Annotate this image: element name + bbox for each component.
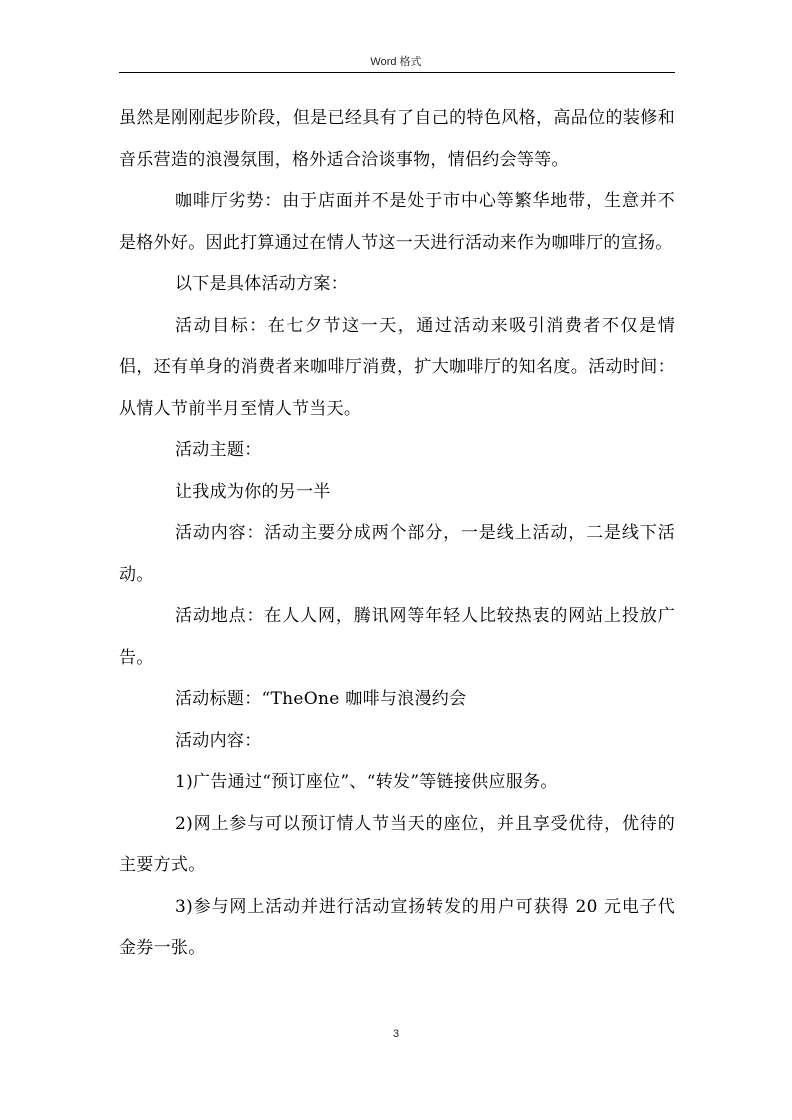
paragraph: 虽然是刚刚起步阶段，但是已经具有了自己的特色风格，高品位的装修和音乐营造的浪漫氛围，格外适合洽谈事物，情侣约会等等。 (119, 108, 675, 170)
paragraph: 3)参与网上活动并进行活动宣扬转发的用户可获得 20 元电子代金券一张。 (119, 896, 675, 958)
paragraph: 2)网上参与可以预订情人节当天的座位，并且享受优待，优待的主要方式。 (119, 813, 675, 875)
page-header: Word 格式 (370, 56, 422, 68)
paragraph: 活动目标：在七夕节这一天，通过活动来吸引消费者不仅是情侣，还有单身的消费者来咖啡厅消费，扩大咖啡厅的知名度。活动时间：从情人节前半月至情人节当天。 (119, 315, 675, 419)
header-divider (119, 72, 675, 73)
paragraph: 活动内容： (175, 730, 262, 751)
paragraph: 活动主题： (175, 440, 262, 460)
page-number: 3 (392, 1028, 400, 1040)
paragraph: 活动标题：“TheOne 咖啡与浪漫约会 (175, 689, 467, 709)
document-body (119, 98, 675, 970)
paragraph: 活动地点：在人人网，腾讯网等年轻人比较热衷的网站上投放广告。 (119, 606, 675, 668)
paragraph: 1)广告通过“预订座位”、“转发”等链接供应服务。 (175, 772, 558, 792)
paragraph: 以下是具体活动方案： (175, 274, 348, 294)
paragraph: 让我成为你的另一半 (175, 481, 331, 502)
paragraph: 咖啡厅劣势：由于店面并不是处于市中心等繁华地带，生意并不是格外好。因此打算通过在情人节这一天进行活动来作为咖啡厅的宣扬。 (119, 191, 675, 253)
paragraph: 活动内容：活动主要分成两个部分，一是线上活动，二是线下活动。 (119, 523, 675, 585)
